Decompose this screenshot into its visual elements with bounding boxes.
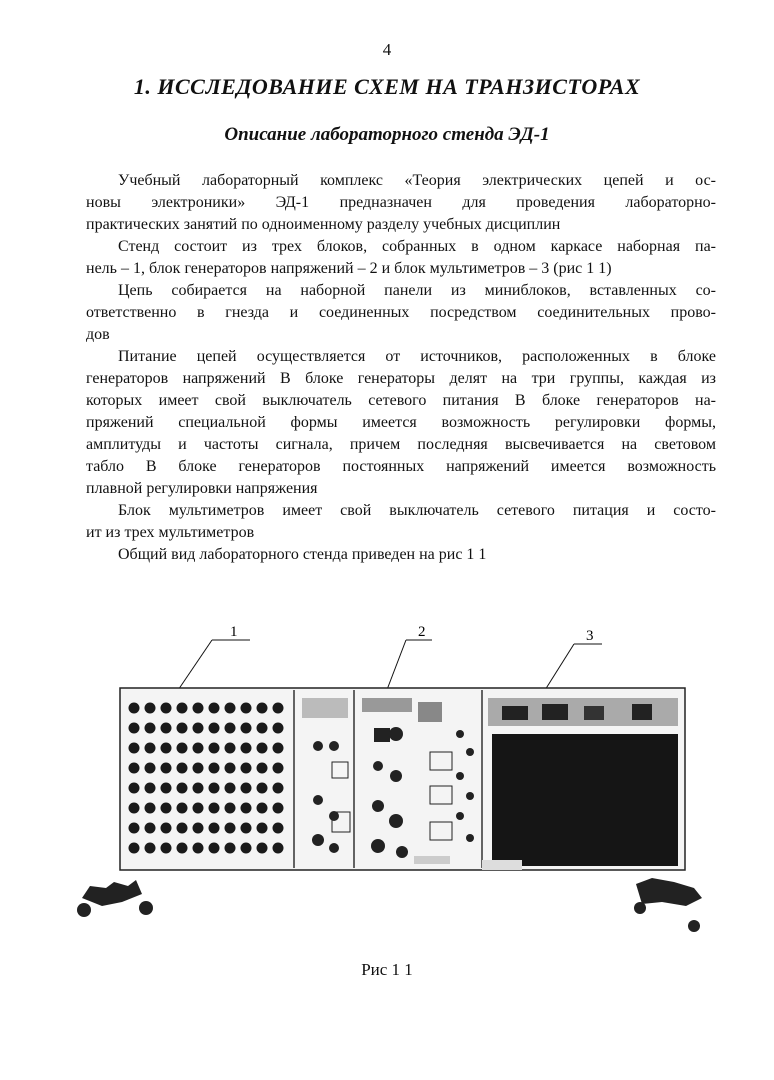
panel-socket [209,743,220,754]
text-line: Питание цепей осуществляется от источников, расположенных в блоке [118,348,716,365]
panel-socket [209,843,220,854]
panel-socket [177,763,188,774]
text-line: дов [86,326,110,343]
panel-socket [177,703,188,714]
panel-socket [129,743,140,754]
panel-socket [193,823,204,834]
text-line: нель – 1, блок генераторов напряжений – 2 и блок мультиметров – 3 (рис 1 1) [86,260,612,277]
panel-socket [161,703,172,714]
panel-socket [257,703,268,714]
panel-socket [225,763,236,774]
panel-socket [209,723,220,734]
text-line: которых имеет свой выключатель сетевого питания В блоке генераторов на- [86,392,716,409]
text-line: ответственно в гнезда и соединенных посредством соединительных прово- [86,304,716,321]
panel-socket [145,743,156,754]
panel-socket [225,703,236,714]
panel-socket [241,803,252,814]
panel-socket [193,743,204,754]
panel-socket [145,763,156,774]
callout-1: 1 [230,624,238,640]
panel-socket [129,703,140,714]
panel-socket [241,823,252,834]
panel-socket [273,723,284,734]
multimeter-block [482,698,678,870]
panel-socket [145,703,156,714]
text-line: генераторов напряжений В блоке генераторы делят на три группы, каждая из [86,370,716,387]
panel-socket [145,823,156,834]
panel-socket [209,763,220,774]
panel-socket [241,783,252,794]
panel-socket [209,823,220,834]
panel-socket [209,783,220,794]
panel-socket [241,743,252,754]
panel-socket [145,803,156,814]
panel-socket [193,783,204,794]
panel-socket [161,803,172,814]
panel-socket [193,763,204,774]
text-line: новы электроники» ЭД-1 предназначен для проведения лабораторно- [86,194,716,211]
panel-socket [161,743,172,754]
panel-socket [225,803,236,814]
text-line: Блок мультиметров имеет свой выключатель сетевого питация и состо- [118,502,716,519]
panel-socket [209,803,220,814]
panel-socket [129,803,140,814]
panel-socket [193,723,204,734]
panel-socket [177,823,188,834]
panel-socket [257,783,268,794]
panel-socket [129,723,140,734]
panel-socket [177,803,188,814]
section-subtitle: Описание лабораторного стенда ЭД-1 [224,124,550,145]
text-line: Учебный лабораторный комплекс «Теория электрических цепей и ос- [118,172,716,189]
panel-socket [129,843,140,854]
panel-socket [161,783,172,794]
panel-socket [225,783,236,794]
panel-socket [177,723,188,734]
text-line: пряжений специальной формы имеется возможность регулировки формы, [86,414,716,431]
panel-socket [257,763,268,774]
panel-socket [273,803,284,814]
chapter-title: 1. ИССЛЕДОВАНИЕ СХЕМ НА ТРАНЗИСТОРАХ [133,74,641,99]
panel-socket [225,723,236,734]
text-line: Общий вид лабораторного стенда приведен на рис 1 1 [118,546,487,563]
body-text [86,170,716,566]
panel-socket [209,703,220,714]
text-line: табло В блоке генераторов постоянных напряжений имеется возможность [86,458,716,475]
text-line: практических занятий по одноименному разделу учебных дисциплин [86,216,561,233]
panel-socket [241,723,252,734]
panel-socket [257,803,268,814]
panel-socket [161,823,172,834]
panel-socket [257,743,268,754]
panel-socket [225,743,236,754]
panel-socket [193,803,204,814]
panel-socket [177,843,188,854]
panel-socket [177,743,188,754]
panel-socket [193,703,204,714]
figure-caption: Рис 1 1 [361,960,413,979]
text-line: ит из трех мультиметров [86,524,255,541]
panel-socket [241,763,252,774]
panel-socket [257,723,268,734]
panel-socket [225,843,236,854]
panel-socket [273,843,284,854]
text-line: плавной регулировки напряжения [86,480,318,497]
panel-socket [129,763,140,774]
text-line: амплитуды и частоты сигнала, причем последняя высвечивается на световом [86,436,716,453]
panel-socket [257,843,268,854]
panel-socket [161,843,172,854]
panel-socket [273,703,284,714]
panel-socket [225,823,236,834]
panel-socket [193,843,204,854]
panel-socket [273,823,284,834]
panel-socket [177,783,188,794]
panel-socket [129,823,140,834]
text-line: Цепь собирается на наборной панели из миниблоков, вставленных со- [118,282,716,299]
panel-socket [129,783,140,794]
callout-2: 2 [418,624,426,640]
text-line: Стенд состоит из трех блоков, собранных в одном каркасе наборная па- [118,238,716,255]
panel-socket [161,763,172,774]
page-number: 4 [382,40,392,59]
panel-socket [273,763,284,774]
panel-socket [161,723,172,734]
panel-socket [241,843,252,854]
panel-socket [145,723,156,734]
panel-socket [241,703,252,714]
panel-socket [273,783,284,794]
lab-stand-figure [62,616,722,936]
callout-3: 3 [586,628,594,644]
panel-socket [145,783,156,794]
panel-socket [273,743,284,754]
panel-socket [145,843,156,854]
panel-socket [257,823,268,834]
